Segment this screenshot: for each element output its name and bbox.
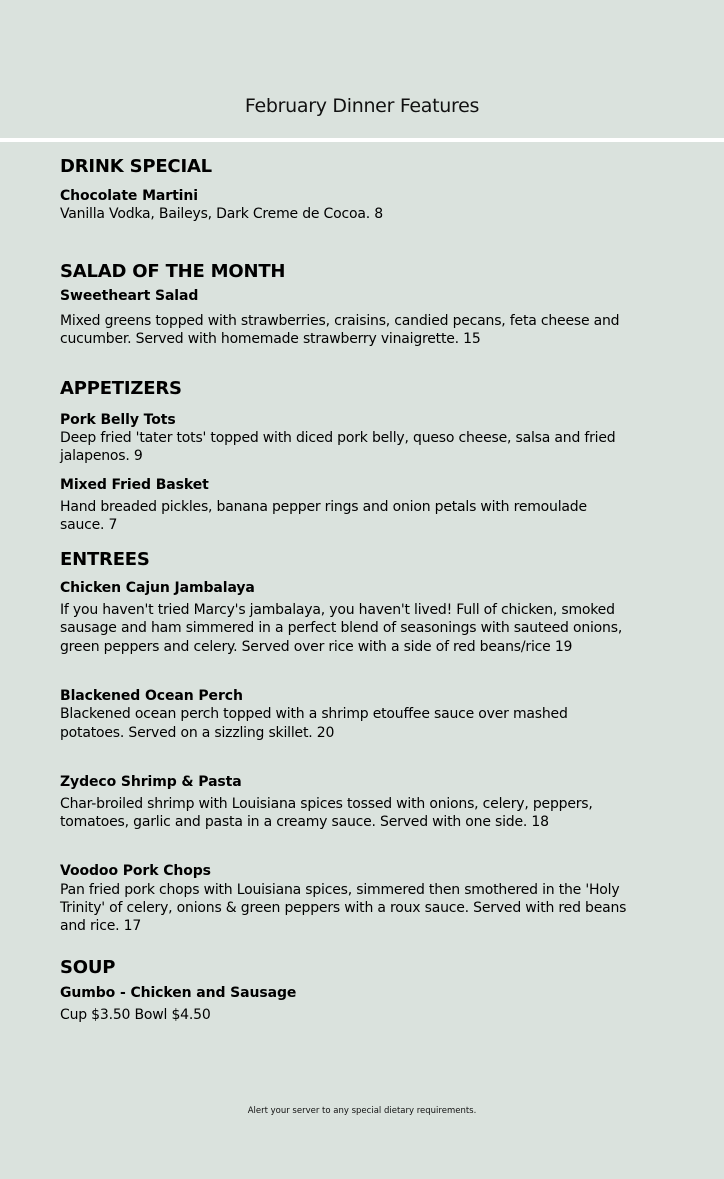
menu-item-name: Mixed Fried Basket bbox=[60, 477, 209, 493]
menu-item-name: Sweetheart Salad bbox=[60, 288, 199, 304]
menu-item-description: potatoes. Served on a sizzling skillet. 20 bbox=[60, 725, 335, 741]
menu-item-description: If you haven't tried Marcy's jambalaya, you haven't lived! Full of chicken, smoked bbox=[60, 602, 615, 618]
menu-item-name: Voodoo Pork Chops bbox=[60, 863, 211, 879]
menu-item-description: Deep fried 'tater tots' topped with diced pork belly, queso cheese, salsa and fried bbox=[60, 430, 616, 446]
menu-item-name: Gumbo - Chicken and Sausage bbox=[60, 985, 297, 1001]
dietary-note: Alert your server to any special dietary requirements. bbox=[247, 1106, 477, 1116]
section-heading-soup: SOUP bbox=[60, 957, 116, 978]
menu-item-description: sausage and ham simmered in a perfect blend of seasonings with sauteed onions, bbox=[60, 620, 623, 636]
section-heading-appetizers: APPETIZERS bbox=[60, 378, 182, 399]
section-heading-salad: SALAD OF THE MONTH bbox=[60, 261, 286, 282]
menu-item-description: and rice. 17 bbox=[60, 918, 142, 934]
menu-item-description: jalapenos. 9 bbox=[60, 448, 143, 464]
menu-item-description: Blackened ocean perch topped with a shrimp etouffee sauce over mashed bbox=[60, 706, 568, 722]
page-title: February Dinner Features bbox=[244, 95, 480, 117]
menu-item-name: Pork Belly Tots bbox=[60, 412, 176, 428]
menu-item-name: Blackened Ocean Perch bbox=[60, 688, 243, 704]
menu-item-name: Chicken Cajun Jambalaya bbox=[60, 580, 255, 596]
menu-item-description: Pan fried pork chops with Louisiana spices, simmered then smothered in the 'Holy bbox=[60, 882, 620, 898]
menu-item-description: tomatoes, garlic and pasta in a creamy sauce. Served with one side. 18 bbox=[60, 814, 549, 830]
menu-item-description: Mixed greens topped with strawberries, craisins, candied pecans, feta cheese and bbox=[60, 313, 620, 329]
section-heading-entrees: ENTREES bbox=[60, 549, 150, 570]
menu-item-name: Zydeco Shrimp & Pasta bbox=[60, 774, 242, 790]
header-divider bbox=[0, 138, 724, 142]
menu-item-price-line: Cup $3.50 Bowl $4.50 bbox=[60, 1007, 211, 1023]
menu-item-description: green peppers and celery. Served over rice with a side of red beans/rice 19 bbox=[60, 639, 573, 655]
menu-item-description: cucumber. Served with homemade strawberry vinaigrette. 15 bbox=[60, 331, 481, 347]
menu-item-name: Chocolate Martini bbox=[60, 188, 198, 204]
menu-item-description: Vanilla Vodka, Baileys, Dark Creme de Cocoa. 8 bbox=[60, 206, 383, 222]
menu-item-description: Trinity' of celery, onions & green peppers with a roux sauce. Served with red beans bbox=[60, 900, 627, 916]
menu-item-description: sauce. 7 bbox=[60, 517, 118, 533]
menu-item-description: Hand breaded pickles, banana pepper rings and onion petals with remoulade bbox=[60, 499, 587, 515]
section-heading-drink-special: DRINK SPECIAL bbox=[60, 156, 212, 177]
menu-item-description: Char-broiled shrimp with Louisiana spices tossed with onions, celery, peppers, bbox=[60, 796, 593, 812]
